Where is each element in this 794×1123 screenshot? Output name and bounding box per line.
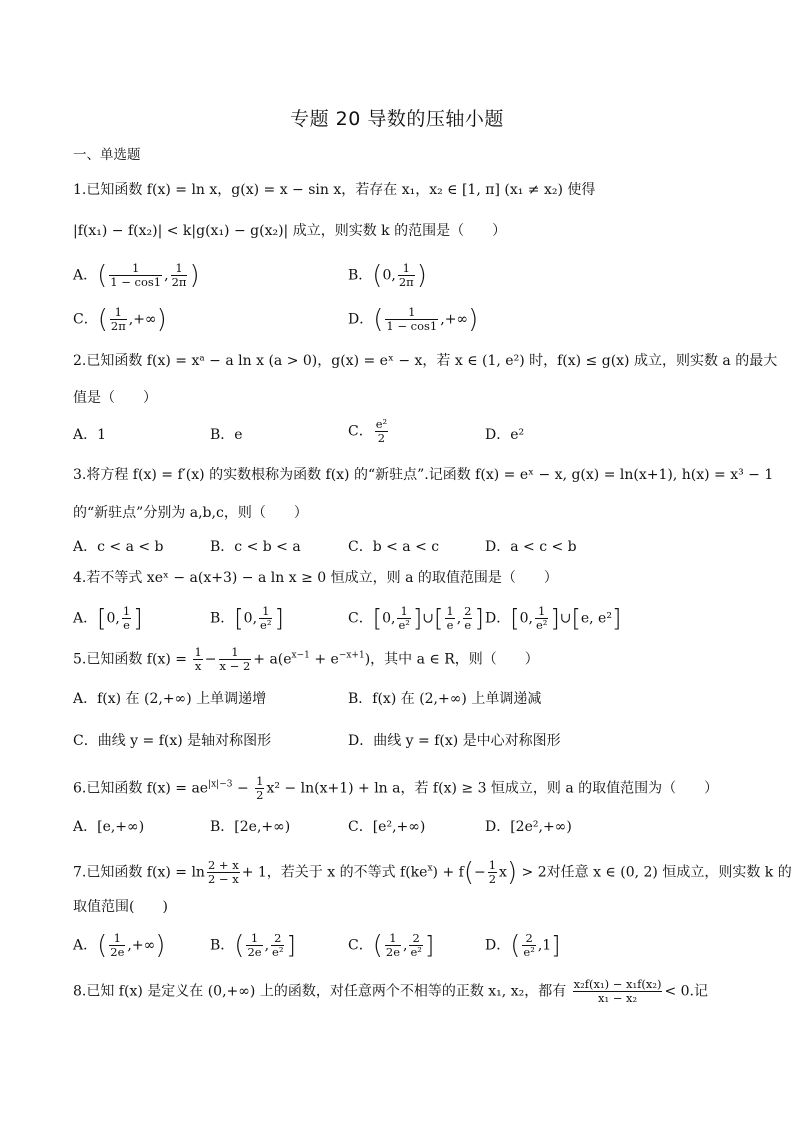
question-7-line-1: 7.已知函数 f(x) = ln $\frac{2 + x}{2 - x}$ + 1，若关于 x 的不等式 $f(ke^x) + f(-$ $\frac{1}{2}$ x) > 2对任意 x ∈ (0, 2) 恒成立，则实数 k 的 — [73, 857, 792, 888]
question-4-option-a: A．[0, $\frac{1}{e}$ ] — [73, 604, 143, 633]
question-1-line-2: |f(x₁) − f(x₂)| < k|g(x₁) − g(x₂)| 成立，则实数 k 的范围是（ ） — [73, 223, 507, 239]
question-5-text: ，其中 a ∈ R，则（ ） — [370, 651, 539, 668]
question-7-number: 7. — [73, 864, 87, 881]
question-1-option-a: A．( $\frac{1}{1 - \cos 1}$ , $\frac{1}{2\pi}$ ) — [73, 260, 200, 291]
question-8-number: 8. — [73, 983, 87, 1000]
question-3-line-1 — [73, 466, 773, 484]
question-1-option-d: D．( $\frac{1}{1 - \cos 1}$ ,+∞) — [348, 304, 479, 335]
question-3-option-b: B．c < b < a — [210, 539, 301, 555]
question-5-option-b: B．f(x) 在 (2,+∞) 上单调递减 — [348, 691, 542, 707]
question-4-number: 4. — [73, 570, 87, 586]
question-8-text: 已知 f(x) 是定义在 (0,+∞) 上的函数，对任意两个不相等的正数 x₁, x₂，都有 — [86, 983, 567, 1000]
question-7-line-2: 取值范围( ) — [73, 899, 168, 915]
question-5-option-d: D．曲线 y = f(x) 是中心对称图形 — [348, 733, 561, 749]
question-3-option-c: C．b < a < c — [348, 539, 440, 555]
question-1-option-b: B．(0, $\frac{1}{2\pi}$ ) — [348, 260, 427, 291]
question-2-option-a: A．1 — [73, 427, 107, 443]
question-6-option-d: D．[2e²,+∞) — [485, 819, 572, 835]
question-2-option-c: C． $\frac{\text{e²}}{2}$ — [348, 417, 388, 445]
question-4-option-d: D．[0, $\frac{1}{\text{e²}}$ ]∪[e, e²] — [485, 604, 622, 633]
question-4-option-c: C．[0, $\frac{1}{\text{e²}}$ ]∪[ $\frac{1}{e}$ , $\frac{2}{e}$ ] — [348, 604, 484, 633]
question-1-line-1 — [73, 181, 595, 199]
question-4-line-1 — [73, 569, 558, 587]
question-3-option-a: A．c < a < b — [73, 539, 164, 555]
section-heading: 一、单选题 — [73, 147, 141, 163]
question-2-option-d: D．e² — [485, 427, 525, 443]
question-4-text: 若不等式 xeˣ − a(x+3) − a ln x ≥ 0 恒成立，则 a 的取值范围是（ ） — [86, 570, 558, 586]
question-3-number: 3. — [73, 467, 87, 483]
question-5-line-1: 5.已知函数 f(x) = $\frac{1}{x}$ − $\frac{1}{x - 2}$ + $a(e^{x-1} + e^{-x+1})$，其中 a ∈ R，则（ ） — [73, 645, 539, 673]
question-6-number: 6. — [73, 780, 87, 797]
question-3-option-d: D．a < c < b — [485, 539, 577, 555]
question-7-option-b: B．( $\frac{1}{2e}$ , $\frac{2}{\text{e²}}$ ] — [210, 930, 296, 961]
question-7-text-b: 对任意 x ∈ (0, 2) 恒成立，则实数 k 的 — [546, 864, 792, 881]
question-2-option-b: B．e — [210, 427, 243, 443]
question-2-line-2: 值是（ ） — [73, 390, 157, 406]
question-4-option-b: B．[0, $\frac{1}{\text{e²}}$ ] — [210, 604, 284, 633]
question-3-text: 将方程 f(x) = f′(x) 的实数根称为函数 f(x) 的“新驻点”.记函数 f(x) = eˣ − x, g(x) = ln(x+1), h(x) = x³ − 1 — [86, 467, 774, 483]
question-5-number: 5. — [73, 651, 87, 668]
question-6-line-1: 6.已知函数 $f(x) = ae^{|x|-3}$ − $\frac{1}{2}$ x² − ln(x+1) + ln a，若 f(x) ≥ 3 恒成立，则 a 的取值范围为（ ） — [73, 774, 719, 802]
question-7-option-c: C．( $\frac{1}{2e}$ , $\frac{2}{\text{e²}}$ ] — [348, 930, 435, 961]
question-5-option-a: A．f(x) 在 (2,+∞) 上单调递增 — [73, 691, 267, 707]
question-6-option-c: C．[e²,+∞) — [348, 819, 426, 835]
page-title: 专题 20 导数的压轴小题 — [290, 108, 504, 130]
question-1-option-c: C．( $\frac{1}{2\pi}$ ,+∞) — [73, 304, 167, 335]
question-3-line-2: 的“新驻点”分别为 a,b,c，则（ ） — [73, 505, 308, 521]
question-2-line-1 — [73, 352, 777, 370]
question-1-text: 已知函数 f(x) = ln x，g(x) = x − sin x，若存在 x₁，x₂ ∈ [1, π] (x₁ ≠ x₂) 使得 — [86, 182, 596, 198]
question-8-line-1: 8.已知 f(x) 是定义在 (0,+∞) 上的函数，对任意两个不相等的正数 x₁, x₂，都有 $\frac{\text{x₂f(x₁) − x₁f(x₂)}}{\text{x₁ − x₂}}$ < 0.记 — [73, 977, 708, 1005]
question-6-text: ，若 f(x) ≥ 3 恒成立，则 a 的取值范围为（ ） — [400, 780, 719, 797]
question-6-option-a: A．[e,+∞) — [73, 819, 145, 835]
question-6-option-b: B．[2e,+∞) — [210, 819, 291, 835]
question-7-option-d: D．( $\frac{2}{\text{e²}}$ ,1] — [485, 930, 561, 961]
question-5-option-c: C．曲线 y = f(x) 是轴对称图形 — [73, 733, 272, 749]
question-8-text-b: < 0.记 — [664, 983, 708, 1000]
question-2-text: 已知函数 f(x) = xᵃ − a ln x (a > 0)，g(x) = eˣ − x，若 x ∈ (1, e²) 时，f(x) ≤ g(x) 成立，则实数 a 的最大 — [86, 353, 778, 369]
question-2-number: 2. — [73, 353, 87, 369]
question-7-text: ，若关于 x 的不等式 — [266, 864, 396, 881]
question-1-number: 1. — [73, 182, 87, 198]
question-7-option-a: A．( $\frac{1}{2e}$ ,+∞) — [73, 930, 166, 961]
